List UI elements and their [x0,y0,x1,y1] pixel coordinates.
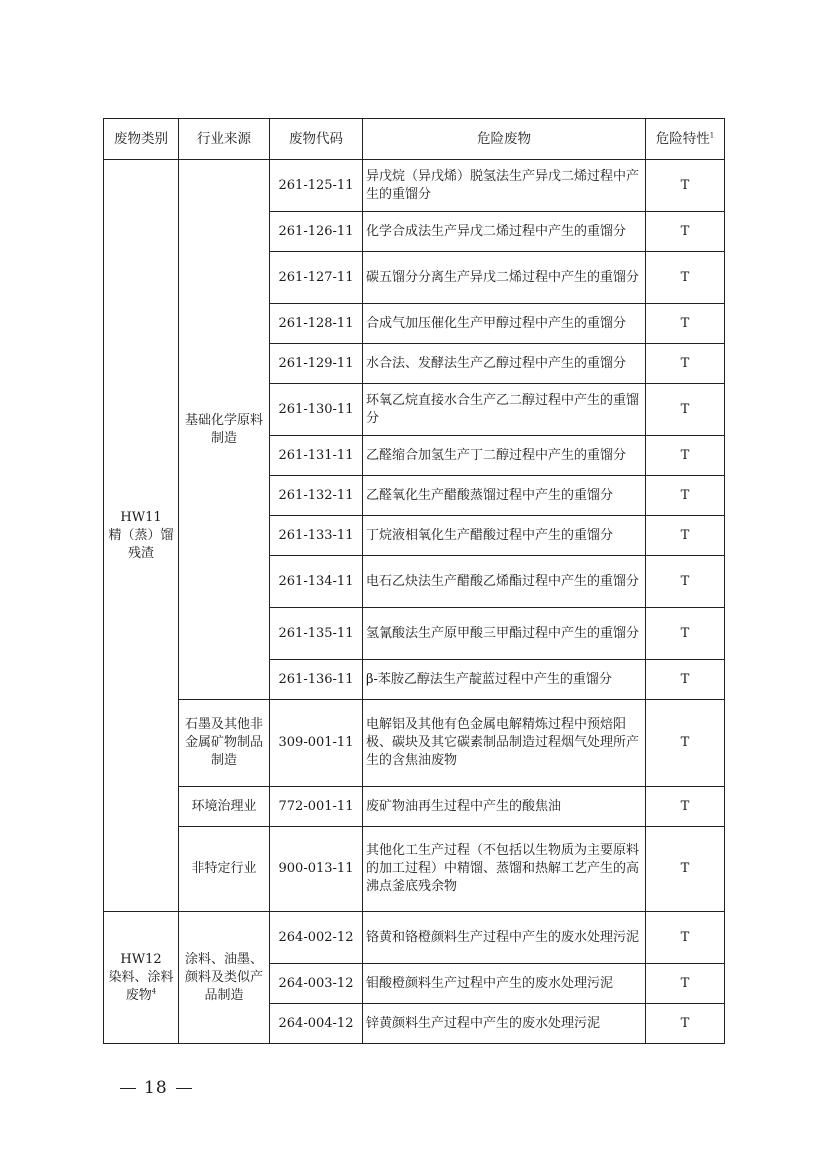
waste-description: 锌黄颜料生产过程中产生的废水处理污泥 [363,1004,646,1044]
category-name-line [107,969,175,1005]
category-name: 染料、涂料废物 [108,969,174,1003]
hazard-code: T [646,912,725,964]
waste-code: 261-130-11 [270,384,363,436]
hazard-code: T [646,212,725,252]
footnote-marker: 4 [151,987,157,996]
category-name: 精（蒸）馏残渣 [108,527,174,561]
waste-code: 264-004-12 [270,1004,363,1044]
waste-code: 309-001-11 [270,700,363,787]
hazard-code: T [646,608,725,660]
waste-description: 丁烷液相氧化生产醋酸过程中产生的重馏分 [363,516,646,556]
page-number [112,1078,200,1098]
header-hazard-label: 危险特性 [655,131,710,147]
waste-description: 乙醛氧化生产醋酸蒸馏过程中产生的重馏分 [363,476,646,516]
waste-code: 900-013-11 [270,827,363,912]
waste-code: 261-128-11 [270,304,363,344]
source-nonspecific: 非特定行业 [179,827,270,912]
waste-description: 化学合成法生产异戊二烯过程中产生的重馏分 [363,212,646,252]
waste-description: 铬黄和铬橙颜料生产过程中产生的废水处理污泥 [363,912,646,964]
waste-description: 碳五馏分分离生产异戊二烯过程中产生的重馏分 [363,252,646,304]
waste-description: 废矿物油再生过程中产生的酸焦油 [363,787,646,827]
waste-description: 合成气加压催化生产甲醇过程中产生的重馏分 [363,304,646,344]
category-hw11 [104,160,179,912]
header-waste-code: 废物代码 [270,119,363,160]
waste-description: 乙醛缩合加氢生产丁二醇过程中产生的重馏分 [363,436,646,476]
header-hazardous-waste: 危险废物 [363,119,646,160]
header-hazard-characteristic [646,119,725,160]
waste-description: 电解铝及其他有色金属电解精炼过程中预焙阳极、碳块及其它碳素制品制造过程烟气处理所产生的含焦油废物 [363,700,646,787]
hazardous-waste-table [103,118,725,1044]
hazard-code: T [646,344,725,384]
waste-code: 261-126-11 [270,212,363,252]
hazard-code: T [646,556,725,608]
waste-description: β-苯胺乙醇法生产靛蓝过程中产生的重馏分 [363,660,646,700]
waste-code: 261-131-11 [270,436,363,476]
waste-description: 电石乙炔法生产醋酸乙烯酯过程中产生的重馏分 [363,556,646,608]
hazard-code: T [646,964,725,1004]
source-graphite: 石墨及其他非金属矿物制品制造 [179,700,270,787]
source-basic-chemical: 基础化学原料制造 [179,160,270,700]
table-row [104,827,725,912]
category-hw12 [104,912,179,1044]
waste-code: 261-132-11 [270,476,363,516]
table-row [104,160,725,212]
hazard-code: T [646,660,725,700]
header-waste-category: 废物类别 [104,119,179,160]
source-coatings: 涂料、油墨、颜料及类似产品制造 [179,912,270,1044]
header-industry-source: 行业来源 [179,119,270,160]
page-number-dash-right [176,1088,192,1089]
waste-code: 261-127-11 [270,252,363,304]
hazard-code: T [646,476,725,516]
hazard-code: T [646,436,725,476]
waste-description: 环氧乙烷直接水合生产乙二醇过程中产生的重馏分 [363,384,646,436]
hazard-code: T [646,384,725,436]
waste-code: 261-133-11 [270,516,363,556]
hazard-code: T [646,160,725,212]
waste-code: 261-136-11 [270,660,363,700]
waste-description: 钼酸橙颜料生产过程中产生的废水处理污泥 [363,964,646,1004]
footnote-marker: 1 [709,131,715,140]
waste-description: 氢氰酸法生产原甲酸三甲酯过程中产生的重馏分 [363,608,646,660]
waste-code: 264-003-12 [270,964,363,1004]
table-header-row [104,119,725,160]
hazard-code: T [646,304,725,344]
hazard-code: T [646,516,725,556]
page-number-dash-left [120,1088,136,1089]
waste-code: 261-135-11 [270,608,363,660]
hazard-code: T [646,252,725,304]
page-number-value: 18 [144,1078,168,1098]
source-environment: 环境治理业 [179,787,270,827]
waste-description: 异戊烷（异戊烯）脱氢法生产异戊二烯过程中产生的重馏分 [363,160,646,212]
waste-description: 其他化工生产过程（不包括以生物质为主要原料的加工过程）中精馏、蒸馏和热解工艺产生的高沸点釜底残余物 [363,827,646,912]
table-row [104,700,725,787]
category-code: HW11 [120,509,162,525]
table-row [104,787,725,827]
hazard-code: T [646,1004,725,1044]
waste-code: 264-002-12 [270,912,363,964]
waste-code: 261-134-11 [270,556,363,608]
waste-code: 261-125-11 [270,160,363,212]
hazard-code: T [646,787,725,827]
table-row [104,912,725,964]
waste-description: 水合法、发酵法生产乙醇过程中产生的重馏分 [363,344,646,384]
waste-code: 772-001-11 [270,787,363,827]
hazard-code: T [646,700,725,787]
category-code: HW12 [120,951,162,967]
waste-code: 261-129-11 [270,344,363,384]
hazard-code: T [646,827,725,912]
